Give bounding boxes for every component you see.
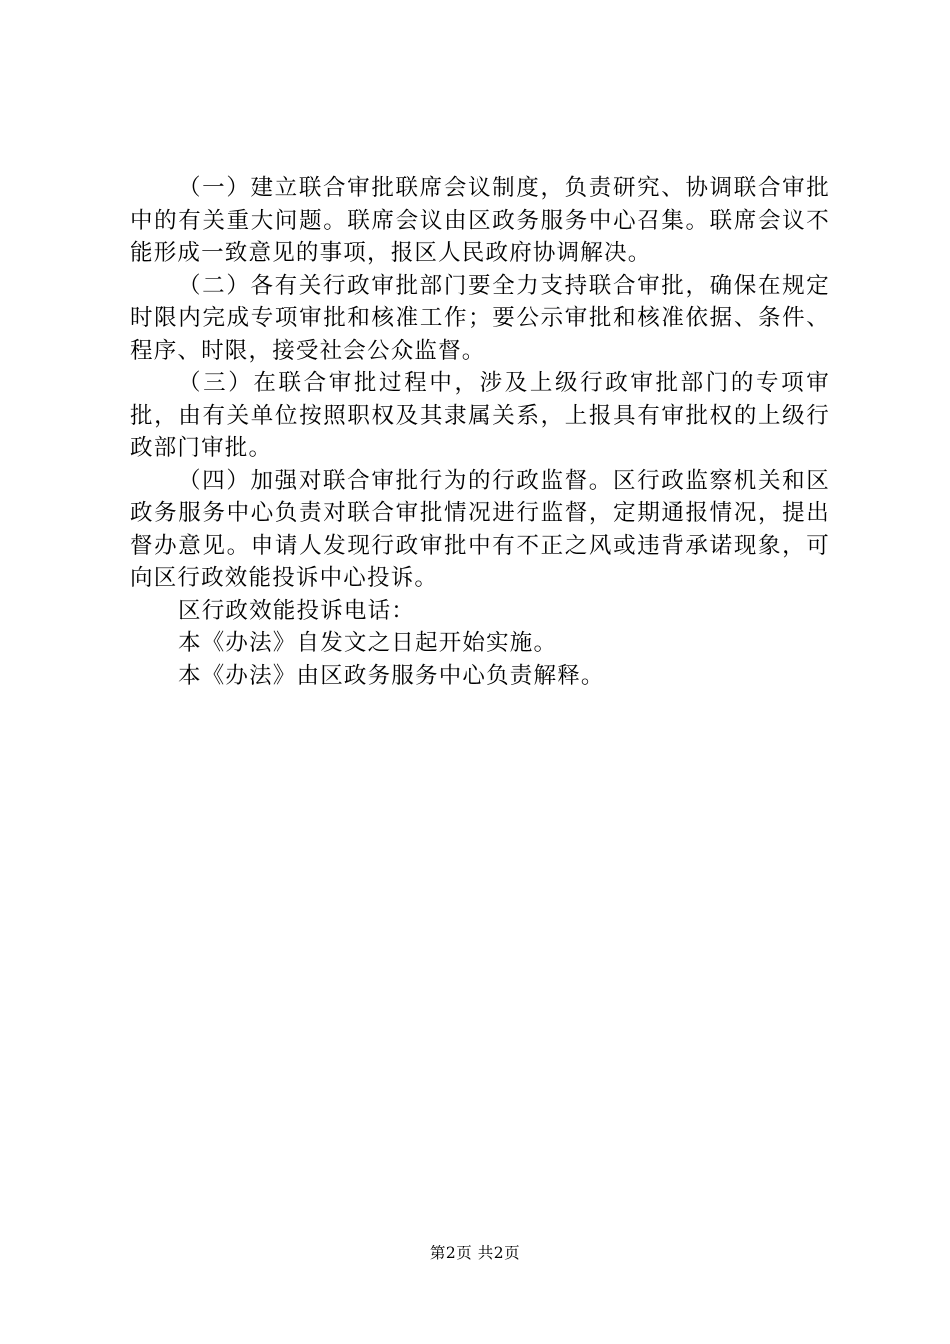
paragraph-1: （一）建立联合审批联席会议制度，负责研究、协调联合审批中的有关重大问题。联席会议由区政务服务中心召集。联席会议不能形成一致意见的事项，报区人民政府协调解决。 bbox=[130, 175, 830, 266]
complaint-phone-line: 区行政效能投诉电话： bbox=[178, 597, 416, 624]
interpretation-line: 本《办法》由区政务服务中心负责解释。 bbox=[178, 662, 605, 689]
page-number-footer: 第2页 共2页 bbox=[429, 1244, 521, 1262]
document-body bbox=[130, 172, 830, 692]
effective-date-line: 本《办法》自发文之日起开始实施。 bbox=[178, 630, 558, 656]
paragraph-3: （三）在联合审批过程中，涉及上级行政审批部门的专项审批，由有关单位按照职权及其隶属关系，上报具有审批权的上级行政部门审批。 bbox=[130, 370, 830, 461]
paragraph-2: （二）各有关行政审批部门要全力支持联合审批，确保在规定时限内完成专项审批和核准工作；要公示审批和核准依据、条件、程序、时限，接受社会公众监督。 bbox=[130, 272, 830, 364]
paragraph-4: （四）加强对联合审批行为的行政监督。区行政监察机关和区政务服务中心负责对联合审批情况进行监督，定期通报情况，提出督办意见。申请人发现行政审批中有不正之风或违背承诺现象，可向区行政效能投诉中心投诉。 bbox=[130, 467, 830, 591]
